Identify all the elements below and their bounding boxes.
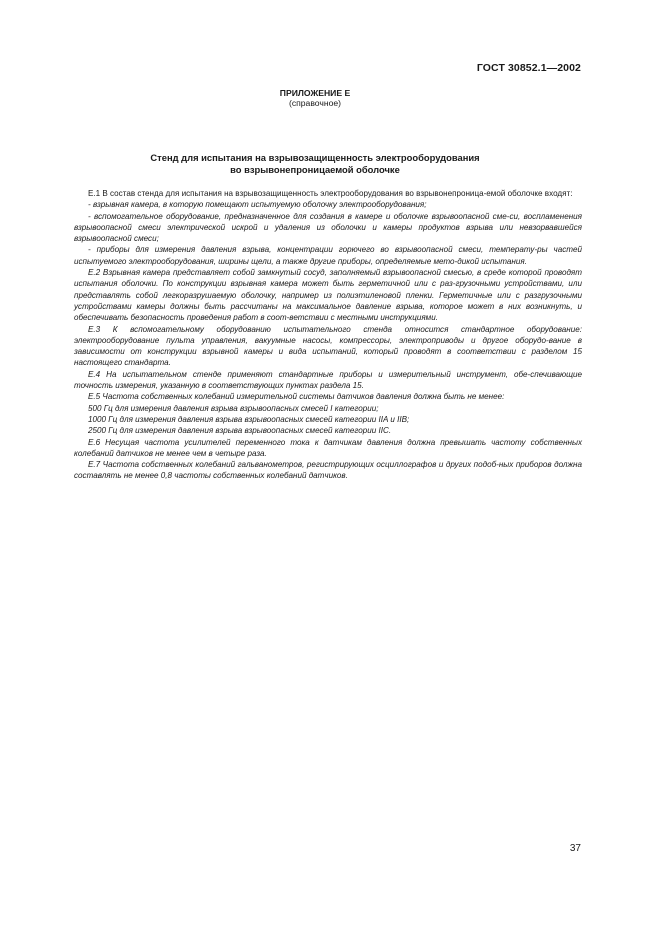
paragraph-e6: Е.6 Несущая частота усилителей переменного тока к датчикам давления должна превышать частоту собственных колебаний датчиков не менее чем в четыре раза. [74, 437, 582, 458]
paragraph-e3: Е.3 К вспомогательному оборудованию испытательного стенда относится стандартное оборудование: электрооборудование пульта управления, вакуумные насосы, компрессоры, электроприводы и другое оборудо-вание в зависимости от конструкции взрывной камеры и вида испытаний, который проводят в соответствии с разделом 15 настоящего стандарта. [74, 324, 582, 368]
paragraph-e4: Е.4 На испытательном стенде применяют стандартные приборы и измерительный инструмент, обе-спечивающие точность измерения, указанную в соответствующих пунктах раздела 15. [74, 369, 582, 391]
annex-title: ПРИЛОЖЕНИЕ Е [279, 88, 351, 98]
paragraph-e2: Е.2 Взрывная камера представляет собой замкнутый сосуд, заполняемый взрывоопасной смесью, в среде которой проводят испытания оболочки. По конструкции взрывная камера может быть герметичной или с раз-грузочными устройствами, или представлять собой легкоразрушаемую оболочку, например из полиэтиленовой пленки. Герметичные или с разгрузочными устройствами камеры должны быть рассчитаны на максимальное давление взрыва, которое может в них возникнуть, и обеспечивать безопасность проведения работ в соот-ветствии с местными инструкциями. [74, 268, 582, 323]
annex-heading [0, 88, 630, 108]
document-title-line-2: во взрывонепроницаемой оболочке [230, 164, 400, 175]
frequency-item-500: 500 Гц для измерения давления взрыва взрывоопасных смесей I категории; [88, 403, 379, 413]
list-item-explosion-chamber: - взрывная камера, в которую помещают испытуемую оболочку электрооборудования; [88, 200, 427, 210]
document-body [74, 188, 582, 482]
paragraph-e1: Е.1 В состав стенда для испытания на взрывозащищенность электрооборудования во взрывонепроница-емой оболочке входят: [88, 189, 573, 198]
list-item-auxiliary-equipment: - вспомогательное оборудование, предназначенное для создания в камере и оболочке взрывоопасной сме-си, воспламенения взрывоопасной смеси электрической искрой и удаления из оболочки и камеры продуктов взрыва или невзорвавшейся взрывоопасной смеси; [74, 211, 582, 244]
annex-subtitle: (справочное) [288, 98, 342, 108]
list-item-measuring-devices: - приборы для измерения давления взрыва, концентрации горючего во взрывоопасной смеси, температу-ры частей испытуемого электрооборудования, ширины щели, а также другие приборы, определяемые мето-дикой испытания. [74, 245, 582, 266]
document-title-line-1: Стенд для испытания на взрывозащищенность электрооборудования [150, 152, 480, 163]
standard-designation: ГОСТ 30852.1—2002 [476, 62, 581, 74]
page-number: 37 [569, 843, 581, 854]
paragraph-e7: Е.7 Частота собственных колебаний гальванометров, регистрирующих осциллографов и других подоб-ных приборов должна составлять не менее 0,8 частоты собственных колебаний датчиков. [74, 460, 582, 481]
frequency-item-2500: 2500 Гц для измерения давления взрыва взрывоопасных смесей категории IIC. [88, 426, 392, 436]
document-title [0, 152, 630, 176]
paragraph-e5: Е.5 Частота собственных колебаний измерительной системы датчиков давления должна быть не менее: [88, 392, 505, 402]
frequency-item-1000: 1000 Гц для измерения давления взрыва взрывоопасных смесей категории IIA и IIB; [88, 414, 410, 424]
